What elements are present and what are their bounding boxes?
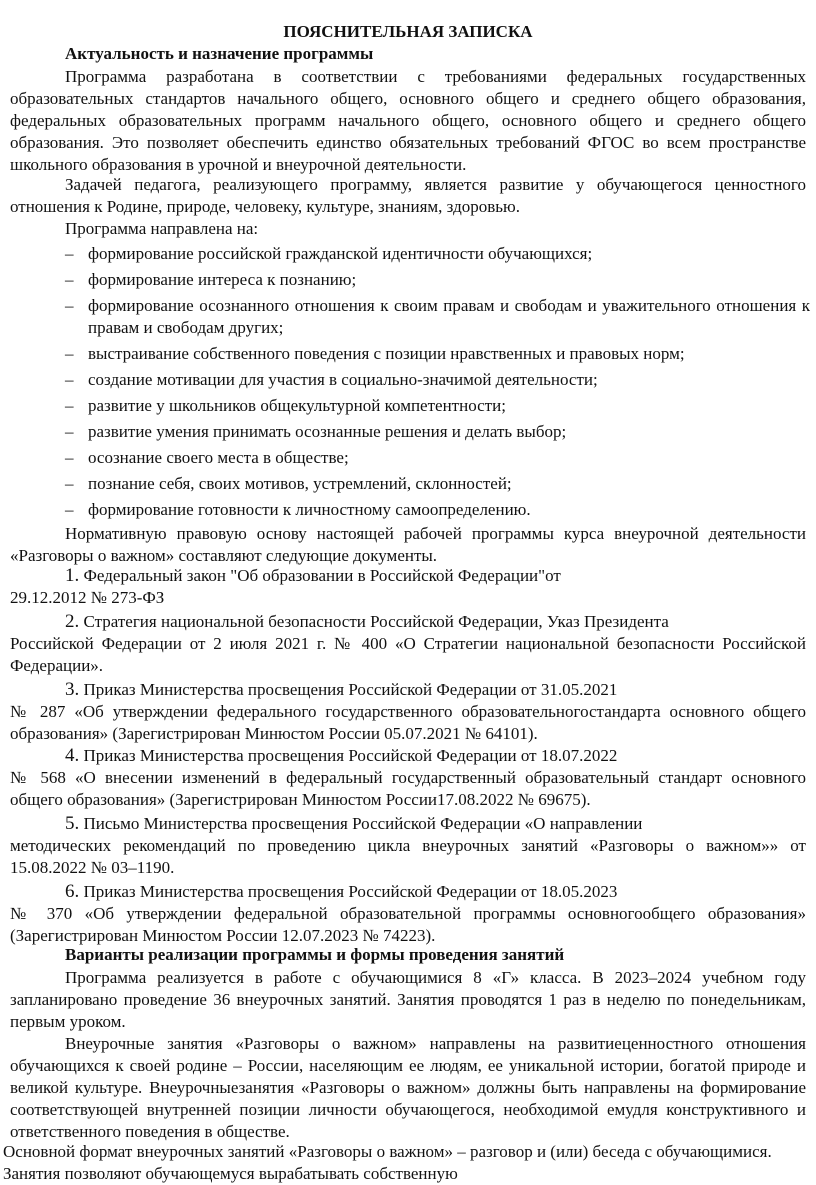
document-details: № 370 «Об утверждении федеральной образовательной программы основногообщего образования» (Зарегистрирован Минюстом России 12.07.2023 № 74223). bbox=[10, 904, 806, 945]
dash-bullet: – bbox=[65, 422, 74, 441]
paragraph-implementation: Программа реализуется в работе с обучающимися 8 «Г» класса. В 2023–2024 учебном году запланировано проведение 36 внеурочных занятий. Занятия проводятся 1 раз в неделю по понедельникам, первым уроком. bbox=[10, 968, 806, 1031]
dash-bullet: – bbox=[65, 474, 74, 493]
dash-bullet: – bbox=[65, 396, 74, 415]
list-item-text: формирование российской гражданской идентичности обучающихся; bbox=[88, 244, 593, 263]
document-details: № 287 «Об утверждении федерального государственного образовательногостандарта основного общего образования» (Зарегистрирован Минюстом России 05.07.2021 № 64101). bbox=[10, 702, 806, 743]
list-item-text: формирование осознанного отношения к своим правам и свободам и уважительного отношения к правам и свободам других; bbox=[88, 296, 810, 337]
list-item bbox=[65, 343, 810, 365]
list-item bbox=[65, 243, 810, 265]
dash-bullet: – bbox=[65, 270, 74, 289]
list-item bbox=[65, 421, 810, 443]
list-item-text: выстраивание собственного поведения с позиции нравственных и правовых норм; bbox=[88, 344, 685, 363]
paragraph-normative-basis: Нормативную правовую основу настоящей рабочей программы курса внеурочной деятельности «Разговоры о важном» составляют следующие документы. bbox=[10, 524, 806, 565]
document-list-item bbox=[10, 881, 806, 947]
paragraph-teacher-task: Задачей педагога, реализующего программу, является развитие у обучающегося ценностного отношения к Родине, природе, человеку, культуре, знаниям, здоровью. bbox=[10, 175, 806, 216]
list-item-text: развитие умения принимать осознанные решения и делать выбор; bbox=[88, 422, 567, 441]
paragraph-program-aims-intro: Программа направлена на: bbox=[65, 219, 259, 238]
item-number: 4. bbox=[65, 745, 80, 766]
document-list-item bbox=[10, 565, 806, 609]
list-item bbox=[65, 295, 810, 339]
document-title-line: Федеральный закон "Об образовании в Российской Федерации"от bbox=[83, 566, 561, 585]
paragraph-main-format: Основной формат внеурочных занятий «Разговоры о важном» – разговор и (или) беседа с обучающимися. Занятия позволяют обучающемуся вырабатывать собственную bbox=[3, 1142, 772, 1183]
section-heading-relevance: Актуальность и назначение программы bbox=[65, 44, 374, 63]
list-item-text: осознание своего места в обществе; bbox=[88, 448, 349, 467]
item-number: 5. bbox=[65, 813, 80, 834]
paragraph-lessons-purpose: Внеурочные занятия «Разговоры о важном» направлены на развитиеценностного отношения обучающихся к своей родине – России, населяющим ее людям, ее уникальной истории, богатой природе и великой культуре. Внеурочныезанятия «Разговоры о важном» должны быть направлены на формирование соответствующей внутренней позиции личности обучающегося, необходимой емудля конструктивного и ответственного поведения в обществе. bbox=[10, 1034, 806, 1141]
document-title-line: Письмо Министерства просвещения Российской Федерации «О направлении bbox=[83, 814, 643, 833]
dash-bullet: – bbox=[65, 244, 74, 263]
document-title-line: Приказ Министерства просвещения Российской Федерации от 18.07.2022 bbox=[83, 746, 618, 765]
list-item-text: формирование интереса к познанию; bbox=[88, 270, 357, 289]
dash-bullet: – bbox=[65, 448, 74, 467]
item-number: 2. bbox=[65, 611, 80, 632]
list-item-text: познание себя, своих мотивов, устремлений, склонностей; bbox=[88, 474, 512, 493]
list-item bbox=[65, 395, 810, 417]
document-list-item bbox=[10, 679, 806, 745]
list-item-text: формирование готовности к личностному самоопределению. bbox=[88, 500, 531, 519]
document-title-line: Приказ Министерства просвещения Российской Федерации от 31.05.2021 bbox=[83, 680, 618, 699]
document-details: Российской Федерации от 2 июля 2021 г. № 400 «О Стратегии национальной безопасности Российской Федерации». bbox=[10, 634, 806, 675]
list-item bbox=[65, 499, 810, 521]
document-details: 29.12.2012 № 273-ФЗ bbox=[10, 588, 165, 607]
document-list-item bbox=[10, 611, 806, 677]
dash-bullet: – bbox=[65, 296, 74, 315]
paragraph-program-basis: Программа разработана в соответствии с требованиями федеральных государственных образовательных стандартов начального общего, основного общего и среднего общего образования, федеральных образовательных программ начального общего, основного общего и среднего общего образования. Это позволяет обеспечить единство обязательных требований ФГОС во всем пространстве школьного образования в урочной и внеурочной деятельности. bbox=[10, 67, 806, 174]
item-number: 6. bbox=[65, 881, 80, 902]
section-heading-forms: Варианты реализации программы и формы проведения занятий bbox=[65, 945, 565, 964]
list-item bbox=[65, 269, 810, 291]
list-item-text: развитие у школьников общекультурной компетентности; bbox=[88, 396, 506, 415]
dash-bullet: – bbox=[65, 344, 74, 363]
item-number: 3. bbox=[65, 679, 80, 700]
document-list-item bbox=[10, 813, 806, 879]
document-list-item bbox=[10, 745, 806, 811]
list-item bbox=[65, 473, 810, 495]
document-details: методических рекомендаций по проведению цикла внеурочных занятий «Разговоры о важном»» от 15.08.2022 № 03–1190. bbox=[10, 836, 806, 877]
document-title: ПОЯСНИТЕЛЬНАЯ ЗАПИСКА bbox=[283, 22, 533, 41]
document-title-line: Стратегия национальной безопасности Российской Федерации, Указ Президента bbox=[83, 612, 669, 631]
document-title-line: Приказ Министерства просвещения Российской Федерации от 18.05.2023 bbox=[83, 882, 618, 901]
document-details: № 568 «О внесении изменений в федеральный государственный образовательный стандарт основного общего образования» (Зарегистрирован Минюстом России17.08.2022 № 69675). bbox=[10, 768, 806, 809]
item-number: 1. bbox=[65, 565, 80, 586]
dash-bullet: – bbox=[65, 500, 74, 519]
dash-bullet: – bbox=[65, 370, 74, 389]
list-item bbox=[65, 369, 810, 391]
list-item-text: создание мотивации для участия в социально-значимой деятельности; bbox=[88, 370, 598, 389]
list-item bbox=[65, 447, 810, 469]
